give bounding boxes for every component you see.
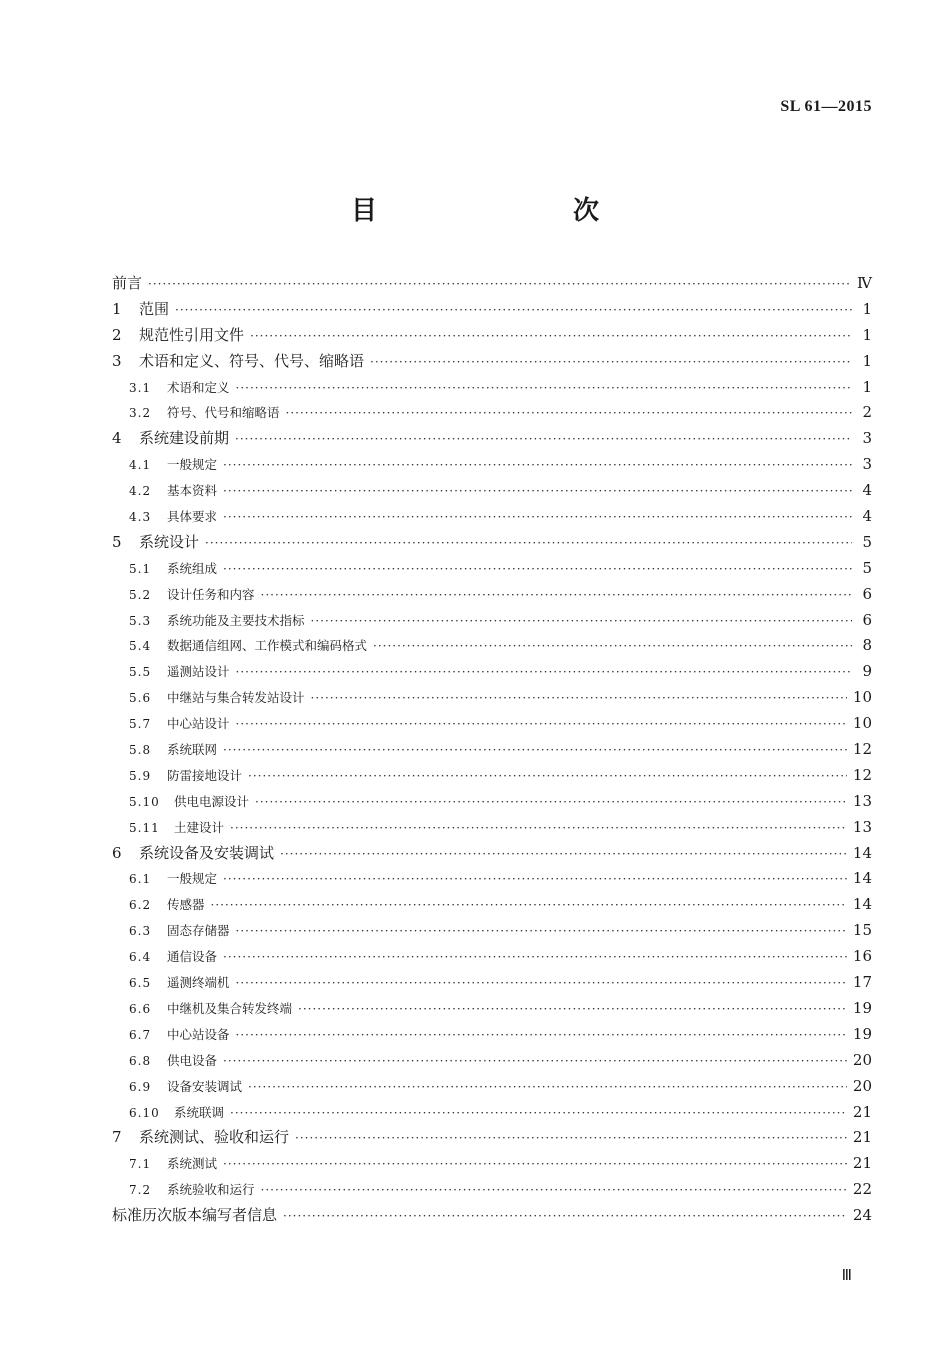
toc-entry-number: 5.5 <box>129 665 152 680</box>
toc-entry-number: 5.10 <box>129 794 160 809</box>
table-of-contents <box>112 271 872 1229</box>
toc-entry-page: 14 <box>852 869 872 888</box>
toc-entry-label: 基本资料 <box>167 483 218 499</box>
toc-leader-dots <box>236 712 847 738</box>
toc-entry[interactable] <box>112 1125 872 1151</box>
toc-entry-number: 1 <box>112 299 122 318</box>
toc-entry-number: 5.2 <box>129 587 152 602</box>
toc-entry-page: 20 <box>852 1050 872 1069</box>
toc-leader-dots <box>205 531 852 557</box>
toc-entry-label: 遥测站设计 <box>167 664 230 680</box>
toc-entry[interactable] <box>112 297 872 323</box>
toc-entry-page: 1 <box>862 325 872 344</box>
toc-entry-label: 防雷接地设计 <box>167 767 243 783</box>
toc-entry-page: 14 <box>852 895 872 914</box>
toc-entry-page: 9 <box>862 662 872 681</box>
toc-entry-number: 4.2 <box>129 484 152 499</box>
toc-entry-label: 一般规定 <box>167 457 218 473</box>
toc-leader-dots <box>255 790 847 816</box>
toc-entry-page: 12 <box>852 765 872 784</box>
toc-entry-label: 术语和定义 <box>167 379 230 395</box>
toc-entry-label: 数据通信组网、工作模式和编码格式 <box>167 638 368 654</box>
toc-entry-label: 设计任务和内容 <box>167 586 255 602</box>
toc-entry[interactable] <box>112 349 872 375</box>
toc-entry-number: 2 <box>112 325 122 344</box>
toc-entry-page: 1 <box>862 299 872 318</box>
toc-entry-number: 6.2 <box>129 898 152 913</box>
toc-leader-dots <box>236 971 847 997</box>
toc-leader-dots <box>280 842 847 868</box>
toc-entry-number: 4 <box>112 429 122 448</box>
toc-leader-dots <box>236 919 847 945</box>
toc-entry[interactable] <box>112 841 872 867</box>
toc-entry[interactable] <box>112 892 872 918</box>
toc-entry-number: 4.1 <box>129 458 152 473</box>
toc-entry-number: 6.1 <box>129 872 152 887</box>
toc-entry-page: 15 <box>852 921 872 940</box>
toc-leader-dots <box>223 453 852 479</box>
toc-entry-page: 4 <box>862 481 872 500</box>
toc-entry-number: 5.3 <box>129 613 152 628</box>
toc-entry-label: 土建设计 <box>174 819 225 835</box>
toc-entry[interactable] <box>112 400 872 426</box>
toc-entry[interactable] <box>112 763 872 789</box>
toc-entry-label: 中心站设计 <box>167 716 230 732</box>
toc-entry-label: 系统组成 <box>167 560 218 576</box>
page-number: Ⅲ <box>841 1268 852 1284</box>
toc-entry-page: 3 <box>862 455 872 474</box>
toc-entry-page: 13 <box>852 791 872 810</box>
toc-leader-dots <box>248 764 847 790</box>
toc-entry-number: 6.4 <box>129 950 152 965</box>
toc-entry[interactable] <box>112 426 872 452</box>
toc-entry-label: 固态存储器 <box>167 923 230 939</box>
toc-entry-page: 24 <box>852 1206 872 1225</box>
toc-entry[interactable] <box>112 478 872 504</box>
toc-entry-page: 14 <box>852 843 872 862</box>
toc-leader-dots <box>248 1075 847 1101</box>
toc-leader-dots <box>211 893 847 919</box>
toc-leader-dots <box>148 272 851 298</box>
toc-leader-dots <box>373 634 852 660</box>
toc-entry-label: 中继机及集合转发终端 <box>167 1000 293 1016</box>
toc-entry-page: 1 <box>862 377 872 396</box>
toc-entry-label: 一般规定 <box>167 871 218 887</box>
toc-leader-dots <box>236 660 852 686</box>
toc-entry-number: 5.1 <box>129 561 152 576</box>
toc-entry[interactable] <box>112 608 872 634</box>
toc-leader-dots <box>311 609 852 635</box>
toc-entry-label: 前言 <box>112 274 143 292</box>
toc-entry-page: 5 <box>862 532 872 551</box>
toc-leader-dots <box>235 427 852 453</box>
toc-entry-label: 供电设备 <box>167 1052 218 1068</box>
toc-leader-dots <box>223 738 847 764</box>
toc-leader-dots <box>283 1204 847 1230</box>
toc-leader-dots <box>230 1101 847 1127</box>
toc-entry-page: 10 <box>852 688 872 707</box>
toc-entry-page: 17 <box>852 973 872 992</box>
toc-leader-dots <box>370 350 852 376</box>
toc-entry[interactable] <box>112 659 872 685</box>
toc-entry-page: 3 <box>862 429 872 448</box>
toc-leader-dots <box>223 557 852 583</box>
toc-entry-page: 8 <box>862 636 872 655</box>
toc-entry-page: 6 <box>862 584 872 603</box>
toc-entry-number: 6.10 <box>129 1105 160 1120</box>
toc-entry-page: 2 <box>862 403 872 422</box>
toc-entry-number: 7.1 <box>129 1157 152 1172</box>
toc-entry[interactable] <box>112 582 872 608</box>
page-title: 目 次 <box>350 196 647 226</box>
toc-entry[interactable] <box>112 918 872 944</box>
toc-leader-dots <box>298 997 847 1023</box>
toc-entry[interactable] <box>112 1177 872 1203</box>
toc-entry-page: 4 <box>862 507 872 526</box>
toc-entry-page: 13 <box>852 817 872 836</box>
toc-entry-label: 遥测终端机 <box>167 975 230 991</box>
toc-entry-label: 系统测试、验收和运行 <box>139 1128 290 1147</box>
toc-entry-page: 20 <box>852 1076 872 1095</box>
toc-entry[interactable] <box>112 815 872 841</box>
toc-leader-dots <box>236 376 852 402</box>
toc-entry-page: 21 <box>852 1102 872 1121</box>
toc-entry-label: 术语和定义、符号、代号、缩略语 <box>139 351 365 370</box>
toc-entry-label: 系统验收和运行 <box>167 1182 255 1198</box>
toc-entry-number: 6.5 <box>129 976 152 991</box>
toc-entry-number: 6.8 <box>129 1053 152 1068</box>
toc-entry[interactable] <box>112 556 872 582</box>
toc-entry-label: 通信设备 <box>167 949 218 965</box>
toc-entry-label: 中继站与集合转发站设计 <box>167 690 305 706</box>
toc-entry-number: 6.3 <box>129 924 152 939</box>
toc-entry-label: 具体要求 <box>167 509 218 525</box>
toc-leader-dots <box>236 1023 847 1049</box>
toc-entry[interactable] <box>112 271 872 297</box>
toc-entry[interactable] <box>112 323 872 349</box>
toc-entry-label: 系统测试 <box>167 1156 218 1172</box>
toc-leader-dots <box>286 401 852 427</box>
toc-entry[interactable] <box>112 452 872 478</box>
toc-entry[interactable] <box>112 737 872 763</box>
toc-entry-number: 7.2 <box>129 1183 152 1198</box>
toc-leader-dots <box>261 1178 847 1204</box>
toc-entry-number: 6.9 <box>129 1079 152 1094</box>
toc-entry[interactable] <box>112 530 872 556</box>
toc-entry-page: 6 <box>862 610 872 629</box>
standard-code: SL 61—2015 <box>780 98 872 115</box>
toc-leader-dots <box>230 816 847 842</box>
toc-entry-label: 系统建设前期 <box>139 429 230 448</box>
toc-entry-label: 符号、代号和缩略语 <box>167 405 280 421</box>
toc-entry-number: 5 <box>112 532 122 551</box>
toc-entry-page: 5 <box>862 558 872 577</box>
toc-entry-number: 5.4 <box>129 639 152 654</box>
toc-entry[interactable] <box>112 970 872 996</box>
toc-leader-dots <box>261 583 852 609</box>
toc-entry-page: 19 <box>852 1024 872 1043</box>
toc-leader-dots <box>223 1152 847 1178</box>
toc-entry-label: 中心站设备 <box>167 1026 230 1042</box>
toc-entry-page: 21 <box>852 1128 872 1147</box>
toc-leader-dots <box>223 945 847 971</box>
toc-entry-number: 5.11 <box>129 820 160 835</box>
toc-entry-page: 16 <box>852 947 872 966</box>
toc-entry-page: 10 <box>852 714 872 733</box>
toc-entry[interactable] <box>112 1100 872 1126</box>
toc-entry-label: 系统联网 <box>167 742 218 758</box>
toc-entry-label: 规范性引用文件 <box>139 325 245 344</box>
toc-entry-label: 系统设备及安装调试 <box>139 843 275 862</box>
toc-entry-page: 22 <box>852 1180 872 1199</box>
toc-entry[interactable] <box>112 1074 872 1100</box>
toc-entry-number: 6.7 <box>129 1027 152 1042</box>
toc-entry-label: 传感器 <box>167 897 205 913</box>
toc-entry[interactable] <box>112 375 872 401</box>
toc-entry-page: 19 <box>852 998 872 1017</box>
toc-entry-number: 5.7 <box>129 717 152 732</box>
toc-entry-label: 供电电源设计 <box>174 793 250 809</box>
toc-leader-dots <box>223 479 852 505</box>
toc-entry-number: 3 <box>112 351 122 370</box>
toc-entry[interactable] <box>112 1022 872 1048</box>
toc-entry[interactable] <box>112 1203 872 1229</box>
toc-entry-number: 5.8 <box>129 743 152 758</box>
toc-leader-dots <box>223 505 852 531</box>
toc-entry-page: Ⅳ <box>857 274 872 292</box>
toc-entry[interactable] <box>112 504 872 530</box>
toc-leader-dots <box>311 686 847 712</box>
toc-entry[interactable] <box>112 866 872 892</box>
toc-entry-page: 12 <box>852 740 872 759</box>
toc-entry-number: 3.2 <box>129 406 152 421</box>
toc-leader-dots <box>175 298 852 324</box>
toc-entry-number: 5.6 <box>129 691 152 706</box>
toc-entry[interactable] <box>112 685 872 711</box>
toc-leader-dots <box>223 1049 847 1075</box>
toc-entry-label: 系统功能及主要技术指标 <box>167 612 305 628</box>
toc-leader-dots <box>295 1126 847 1152</box>
toc-leader-dots <box>250 324 852 350</box>
toc-entry-page: 1 <box>862 351 872 370</box>
toc-entry[interactable] <box>112 711 872 737</box>
toc-entry-label: 系统联调 <box>174 1104 225 1120</box>
toc-entry[interactable] <box>112 996 872 1022</box>
toc-entry-label: 标准历次版本编写者信息 <box>112 1206 278 1225</box>
toc-entry[interactable] <box>112 1048 872 1074</box>
toc-entry-number: 6 <box>112 843 122 862</box>
toc-entry-page: 21 <box>852 1154 872 1173</box>
toc-entry[interactable] <box>112 789 872 815</box>
toc-leader-dots <box>223 867 847 893</box>
toc-entry-label: 设备安装调试 <box>167 1078 243 1094</box>
toc-entry-number: 6.6 <box>129 1001 152 1016</box>
toc-entry[interactable] <box>112 944 872 970</box>
toc-entry[interactable] <box>112 633 872 659</box>
toc-entry-number: 5.9 <box>129 768 152 783</box>
toc-entry-number: 3.1 <box>129 380 152 395</box>
toc-entry-label: 范围 <box>139 299 170 318</box>
toc-entry-number: 7 <box>112 1128 122 1147</box>
toc-entry-label: 系统设计 <box>139 532 200 551</box>
toc-entry[interactable] <box>112 1151 872 1177</box>
toc-entry-number: 4.3 <box>129 510 152 525</box>
